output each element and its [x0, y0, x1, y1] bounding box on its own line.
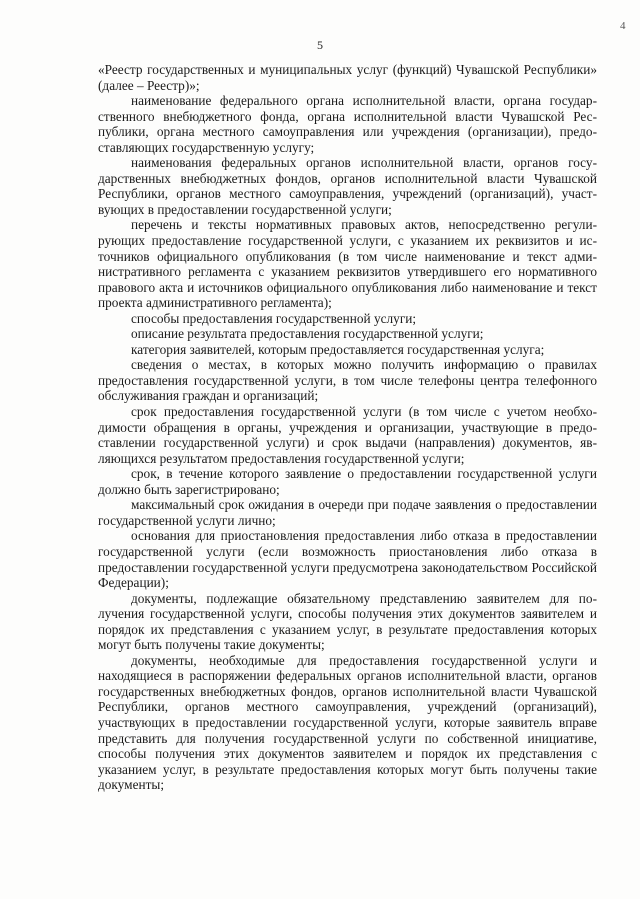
paragraph-normative-acts: перечень и тексты нормативных правовых актов, непосредственно регулирующих предоставление государственной услуги, с указанием их реквизитов и источников официального опубликования (в том числе наименование и текст административного регламента с указанием реквизитов утвердившего его нормативного правового акта и источников официального опубликования либо наименование и текст проекта административного регламента); [98, 217, 597, 311]
paragraph-reestr: «Реестр государственных и муниципальных услуг (функций) Чувашской Республики» (далее – Реестр)»; [98, 62, 597, 93]
paragraph-result-description: описание результата предоставления государственной услуги; [131, 326, 484, 342]
paragraph-refusal-grounds: основания для приостановления предоставления либо отказа в предоставлении государственной услуги (если возможность приостановления либо отказа в предоставлении государственной услуги предусмотрена законодательством Российской Федерации); [98, 528, 597, 591]
page-number: 5 [317, 38, 323, 52]
corner-mark: 4 [620, 20, 626, 32]
paragraph-registration-term: срок, в течение которого заявление о предоставлении государственной услуги должно быть зарегистрировано; [98, 466, 597, 497]
paragraph-applicant-category: категория заявителей, которым предоставляется государственная услуга; [131, 341, 545, 357]
paragraph-info-locations: сведения о местах, в которых можно получить информацию о правилах предоставления государственной услуги, в том числе телефоны центра телефонного обслуживания граждан и организаций; [98, 357, 597, 404]
body-text [98, 62, 597, 793]
paragraph-queue-time: максимальный срок ожидания в очереди при подаче заявления о предоставлении государственной услуги лично; [98, 497, 597, 528]
paragraph-service-methods: способы предоставления государственной услуги; [131, 310, 417, 326]
paragraph-federal-organ-name: наименование федерального органа исполнительной власти, органа государственного внебюджетного фонда, органа исполнительной власти Чувашской Республики, органа местного самоуправления или учреждения (организации), предоставляющих государственную услугу; [98, 93, 597, 155]
paragraph-optional-documents: документы, необходимые для предоставления государственной услуги и находящиеся в распоряжении федеральных органов исполнительной власти, органов государственных внебюджетных фондов, органов исполнительной власти Чувашской Республики, органов местного самоуправления, учреждений (организаций), участвующих в предоставлении государственной услуги, которые заявитель вправе представить для получения государственной услуги по собственной инициативе, способы получения этих документов заявителем и порядок их представления с указанием услуг, в результате предоставления которых могут быть получены такие документы; [98, 652, 597, 793]
paragraph-service-term: срок предоставления государственной услуги (в том числе с учетом необходимости обращения в органы, учреждения и организации, участвующие в предоставлении государственной услуги) и срок выдачи (направления) документов, являющихся результатом предоставления государственной услуги; [98, 404, 597, 466]
paragraph-mandatory-documents: документы, подлежащие обязательному представлению заявителем для получения государственной услуги, способы получения этих документов заявителем и порядок их представления с указанием услуг, в результате предоставления которых могут быть получены такие документы; [98, 590, 597, 653]
paragraph-participating-organs: наименования федеральных органов исполнительной власти, органов государственных внебюджетных фондов, органов исполнительной власти Чувашской Республики, органов местного самоуправления, учреждений (организаций), участвующих в предоставлении государственной услуги; [98, 155, 597, 217]
